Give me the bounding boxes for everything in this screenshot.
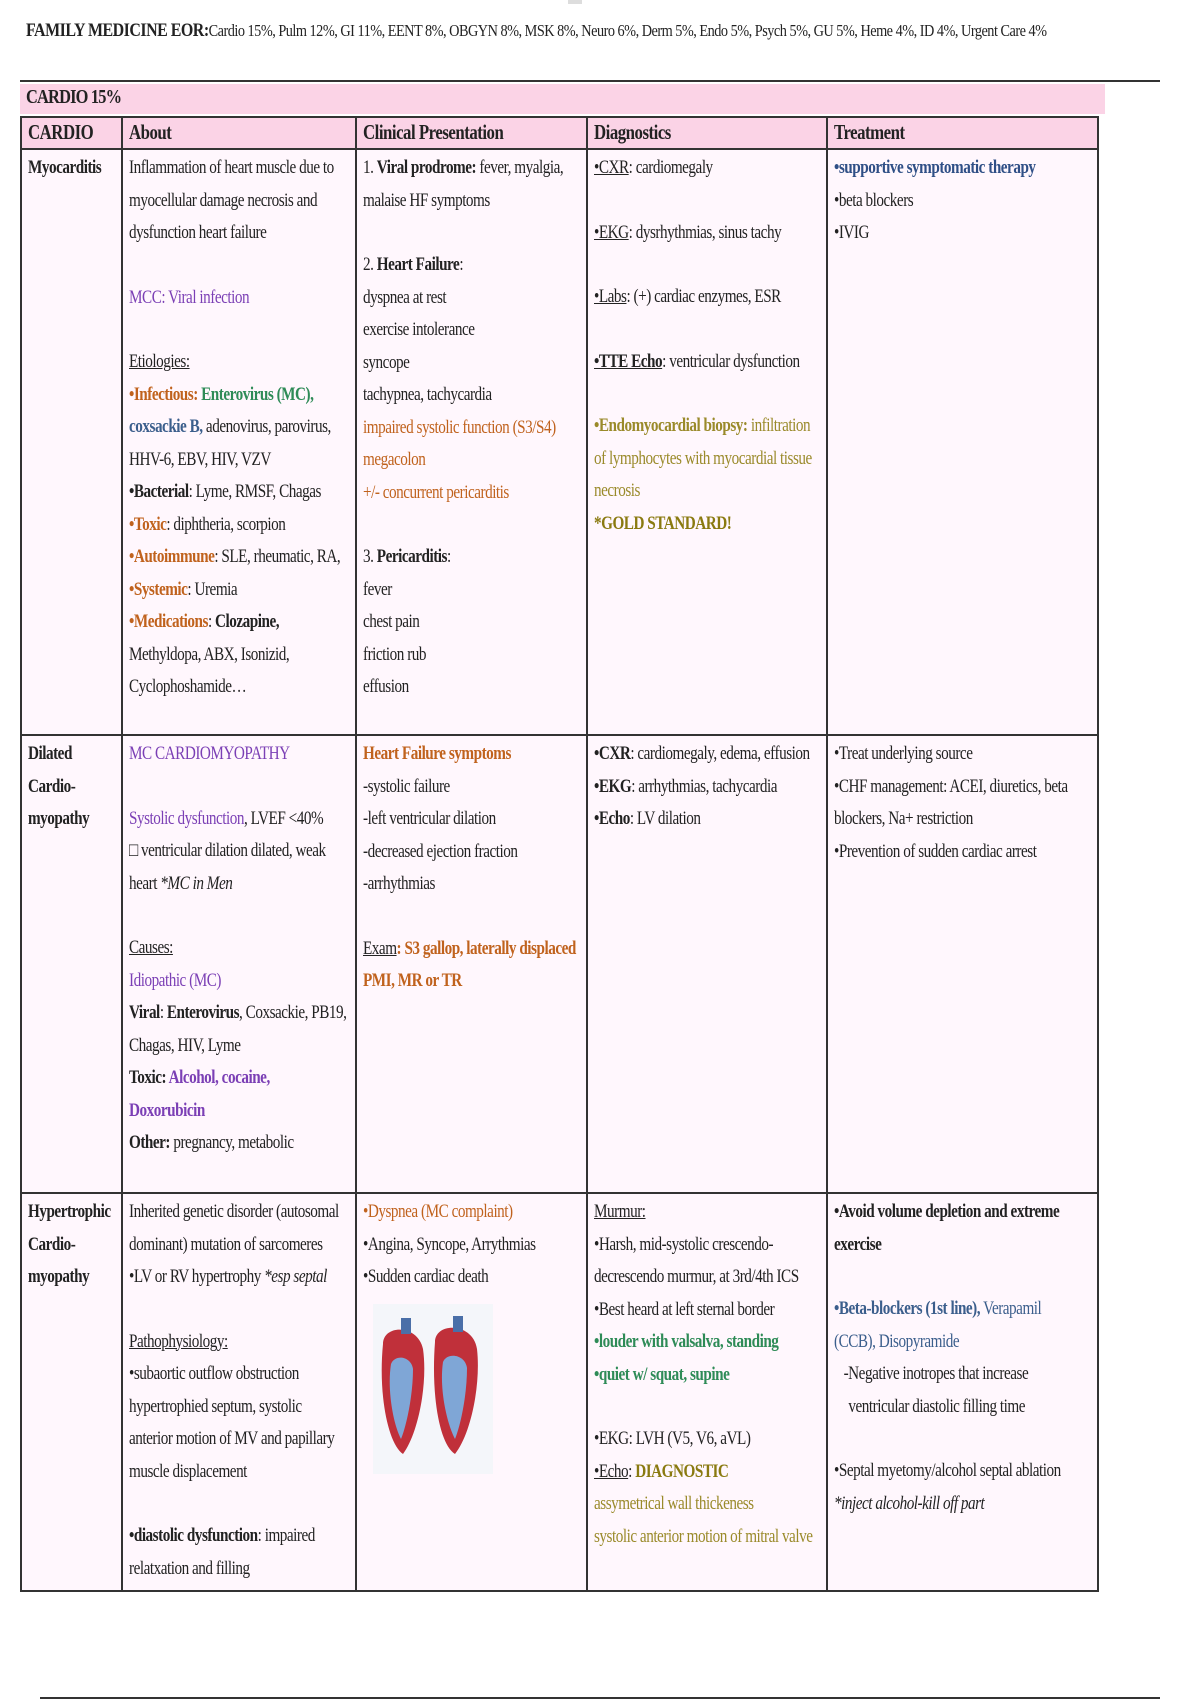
page-title: FAMILY MEDICINE EOR: xyxy=(26,20,209,41)
top-divider xyxy=(20,80,1160,82)
cell-diagnostics: •CXR: cardiomegaly, edema, effusion •EKG: arrhythmias, tachycardia •Echo: LV dilation xyxy=(587,735,827,1193)
bottom-divider xyxy=(40,1697,1160,1699)
row-title-dilated-cardiomyopathy: Dilated Cardio- myopathy xyxy=(21,735,122,1193)
cell-about: MC CARDIOMYOPATHY Systolic dysfunction, LVEF <40% □ ventricular dilation dilated, weak heart *MC in Men Causes: Idiopathic (MC) Viral: Enterovirus, Coxsackie, PB19, Chagas, HIV, Lyme Toxic: Alcohol, cocaine, Doxorubicin Other: pregnancy, metabolic xyxy=(122,735,356,1193)
heart-diagram-image xyxy=(373,1304,493,1474)
row-title-hypertrophic-cardiomyopathy: Hypertrophic Cardio- myopathy xyxy=(21,1193,122,1591)
col-header-clinical: Clinical Presentation xyxy=(356,117,587,149)
page-header xyxy=(26,20,1047,42)
cell-treatment: •Treat underlying source •CHF management: ACEI, diuretics, beta blockers, Na+ restriction •Prevention of sudden cardiac arrest xyxy=(827,735,1098,1193)
cell-diagnostics: Murmur: •Harsh, mid-systolic crescendo- decrescendo murmur, at 3rd/4th ICS •Best heard at left sternal border •louder with valsalva, standing •quiet w/ squat, supine •EKG: LVH (V5, V6, aVL) •Echo: DIAGNOSTIC assymetrical wall thickeness systolic anterior motion of mitral valve xyxy=(587,1193,827,1591)
exam-breakdown: Cardio 15%, Pulm 12%, GI 11%, EENT 8%, OBGYN 8%, MSK 8%, Neuro 6%, Derm 5%, Endo 5%, Psych 5%, GU 5%, Heme 4%, ID 4%, Urgent Care 4% xyxy=(208,21,1047,40)
cell-clinical: Heart Failure symptoms -systolic failure -left ventricular dilation -decreased ejection fraction -arrhythmias Exam: S3 gallop, laterally displaced PMI, MR or TR xyxy=(356,735,587,1193)
cell-treatment: •supportive symptomatic therapy •beta blockers •IVIG xyxy=(827,149,1098,735)
table-row xyxy=(21,1193,1098,1591)
cell-treatment: •Avoid volume depletion and extreme exercise •Beta-blockers (1st line), Verapamil (CCB), Disopyramide -Negative inotropes that increase ventricular diastolic filling time •Septal myetomy/alcohol septal ablation *inject alcohol-kill off part xyxy=(827,1193,1098,1591)
table-row xyxy=(21,735,1098,1193)
col-header-treatment: Treatment xyxy=(827,117,1098,149)
table-row xyxy=(21,149,1098,735)
cell-diagnostics: •CXR: cardiomegaly •EKG: dysrhythmias, sinus tachy •Labs: (+) cardiac enzymes, ESR •TTE Echo: ventricular dysfunction •Endomyocardial biopsy: infiltration of lymphocytes with myocardial tissue necrosis *GOLD STANDARD! xyxy=(587,149,827,735)
cardio-table xyxy=(20,116,1099,1592)
table-header-row xyxy=(21,117,1098,149)
col-header-diagnostics: Diagnostics xyxy=(587,117,827,149)
cell-about: Inflammation of heart muscle due to myocellular damage necrosis and dysfunction heart failure MCC: Viral infection Etiologies: •Infectious: Enterovirus (MC), coxsackie B, adenovirus, parovirus, HHV-6, EBV, HIV, VZV •Bacterial: Lyme, RMSF, Chagas •Toxic: diphtheria, scorpion •Autoimmune: SLE, rheumatic, RA, •Systemic: Uremia •Medications: Clozapine, Methyldopa, ABX, Isonizid, Cyclophoshamide… xyxy=(122,149,356,735)
section-title: CARDIO 15% xyxy=(26,86,122,108)
row-title-myocarditis: Myocarditis xyxy=(21,149,122,735)
section-band xyxy=(20,84,1105,114)
top-mark xyxy=(568,0,582,4)
cell-clinical: •Dyspnea (MC complaint) •Angina, Syncope, Arrythmias •Sudden cardiac death xyxy=(356,1193,587,1591)
col-header-cardio: CARDIO xyxy=(21,117,122,149)
cell-clinical: 1. Viral prodrome: fever, myalgia, malaise HF symptoms 2. Heart Failure: dyspnea at rest exercise intolerance syncope tachypnea, tachycardia impaired systolic function (S3/S4) megacolon +/- concurrent pericarditis 3. Pericarditis: fever chest pain friction rub effusion xyxy=(356,149,587,735)
cell-about: Inherited genetic disorder (autosomal dominant) mutation of sarcomeres •LV or RV hypertrophy *esp septal Pathophysiology: •subaortic outflow obstruction hypertrophied septum, systolic anterior motion of MV and papillary muscle displacement •diastolic dysfunction: impaired relatxation and filling xyxy=(122,1193,356,1591)
col-header-about: About xyxy=(122,117,356,149)
